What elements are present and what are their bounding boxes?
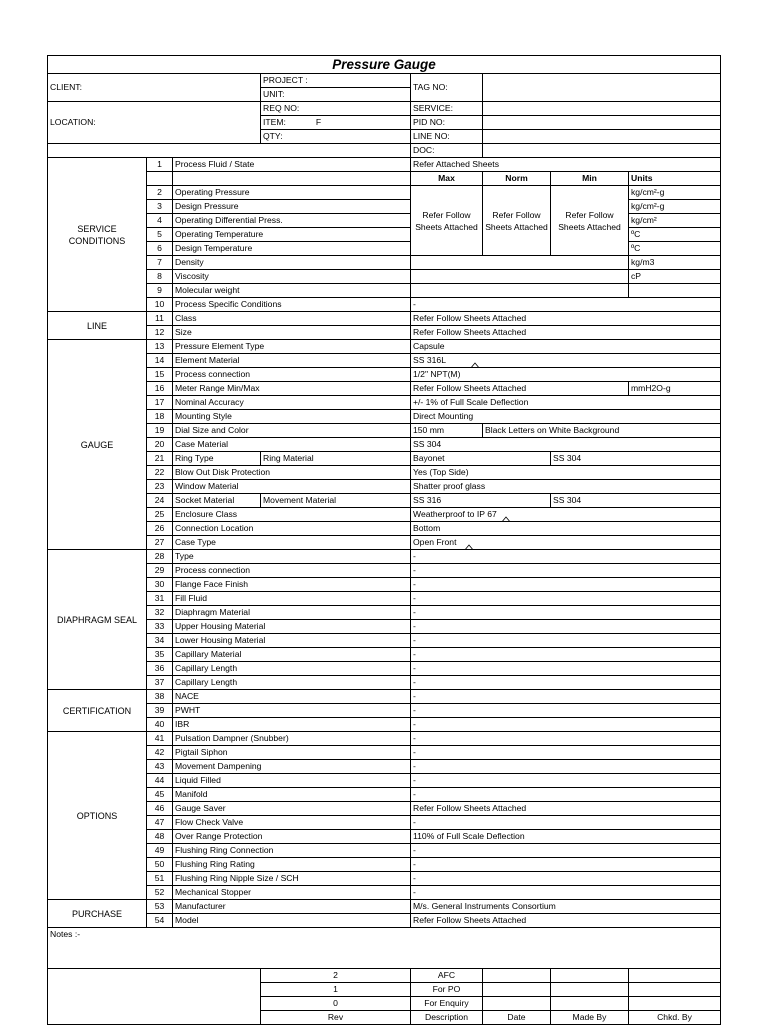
row-value: Weatherproof to IP 67 <box>411 508 721 522</box>
row-label: Pigtail Siphon <box>173 746 411 760</box>
row-label: Upper Housing Material <box>173 620 411 634</box>
rev-number: 1 <box>261 983 411 997</box>
row-label: Over Range Protection <box>173 830 411 844</box>
row-value: - <box>411 718 721 732</box>
row-label: Capillary Length <box>173 676 411 690</box>
table-row <box>48 354 721 368</box>
row-label: Diaphragm Material <box>173 606 411 620</box>
table-row <box>48 298 721 312</box>
row-number: 47 <box>147 816 173 830</box>
row-number: 12 <box>147 326 173 340</box>
row-number: 39 <box>147 704 173 718</box>
row-number: 40 <box>147 718 173 732</box>
row-value: - <box>411 872 721 886</box>
row-number: 48 <box>147 830 173 844</box>
row-number: 3 <box>147 200 173 214</box>
table-row <box>48 844 721 858</box>
col-units: Units <box>629 172 721 186</box>
rev-date <box>483 983 551 997</box>
section-line: LINE <box>48 312 147 340</box>
section-certification: CERTIFICATION <box>48 690 147 732</box>
row-value: Open Front <box>411 536 721 550</box>
row-number: 23 <box>147 480 173 494</box>
row-label: Pulsation Dampner (Snubber) <box>173 732 411 746</box>
row-number: 43 <box>147 760 173 774</box>
row-value: M/s. General Instruments Consortium <box>411 900 721 914</box>
row-number: 42 <box>147 746 173 760</box>
rev-number: 2 <box>261 969 411 983</box>
table-row <box>48 410 721 424</box>
row-label: Size <box>173 326 411 340</box>
unit-value: cP <box>629 270 721 284</box>
row-label: Capillary Length <box>173 662 411 676</box>
doc-spacer <box>48 144 411 158</box>
row-value: - <box>411 858 721 872</box>
min-value: Refer Follow Sheets Attached <box>551 186 629 256</box>
norm-value: Refer Follow Sheets Attached <box>483 186 551 256</box>
table-row <box>48 564 721 578</box>
row-label: Class <box>173 312 411 326</box>
table-row <box>48 494 721 508</box>
row-value: - <box>411 550 721 564</box>
row-label: Liquid Filled <box>173 774 411 788</box>
rev-head-made: Made By <box>551 1011 629 1025</box>
row-number: 37 <box>147 676 173 690</box>
table-row <box>48 466 721 480</box>
table-row <box>48 760 721 774</box>
revision-triangle-icon <box>458 544 480 550</box>
row-number: 36 <box>147 662 173 676</box>
row-value: Bayonet <box>411 452 551 466</box>
row-value: - <box>411 788 721 802</box>
row-number: 7 <box>147 256 173 270</box>
row-value: - <box>411 704 721 718</box>
rev-description: For PO <box>411 983 483 997</box>
row-value: Capsule <box>411 340 721 354</box>
revision-blank <box>48 969 261 1025</box>
row-label: Ring Type <box>173 452 261 466</box>
unit-value: kg/cm²-g <box>629 200 721 214</box>
item-label: ITEM: <box>263 117 286 127</box>
row-value: - <box>411 662 721 676</box>
section-diaphragm: DIAPHRAGM SEAL <box>48 550 147 690</box>
rev-head-desc: Description <box>411 1011 483 1025</box>
table-row <box>48 508 721 522</box>
row-number: 2 <box>147 186 173 200</box>
unit-label: UNIT: <box>261 88 411 102</box>
row-value: - <box>411 634 721 648</box>
max-value: Refer Follow Sheets Attached <box>411 186 483 256</box>
col-max: Max <box>411 172 483 186</box>
row-label: Flushing Ring Connection <box>173 844 411 858</box>
rev-head-chkd: Chkd. By <box>629 1011 721 1025</box>
unit-value: kg/m3 <box>629 256 721 270</box>
row-number: 30 <box>147 578 173 592</box>
row-number: 6 <box>147 242 173 256</box>
rev-number: 0 <box>261 997 411 1011</box>
row-label: Enclosure Class <box>173 508 411 522</box>
tag-value <box>483 74 721 102</box>
row-value: 150 mm <box>411 424 483 438</box>
table-row <box>48 284 721 298</box>
row-label: Flushing Ring Nipple Size / SCH <box>173 872 411 886</box>
rev-chkd <box>629 997 721 1011</box>
row-label: Process connection <box>173 368 411 382</box>
table-row <box>48 550 721 564</box>
row-value: Shatter proof glass <box>411 480 721 494</box>
rev-description: AFC <box>411 969 483 983</box>
row-number: 22 <box>147 466 173 480</box>
row-value: - <box>411 606 721 620</box>
row-number: 26 <box>147 522 173 536</box>
row-value: - <box>411 816 721 830</box>
row-value: Bottom <box>411 522 721 536</box>
rev-chkd <box>629 983 721 997</box>
section-options: OPTIONS <box>48 732 147 900</box>
row-number: 32 <box>147 606 173 620</box>
row-value: Direct Mounting <box>411 410 721 424</box>
row-extra: SS 304 <box>551 452 721 466</box>
notes: Notes :- <box>48 928 721 969</box>
row-value: - <box>411 886 721 900</box>
pid-value <box>483 116 721 130</box>
row-number: 35 <box>147 648 173 662</box>
row-number: 25 <box>147 508 173 522</box>
row-value: - <box>411 648 721 662</box>
row-value: - <box>411 578 721 592</box>
line-no-label: LINE NO: <box>411 130 483 144</box>
row-label: Molecular weight <box>173 284 411 298</box>
row-number: 52 <box>147 886 173 900</box>
table-row <box>48 774 721 788</box>
qty-label: QTY: <box>261 130 411 144</box>
row-label: NACE <box>173 690 411 704</box>
table-row <box>48 914 721 928</box>
row-number: 46 <box>147 802 173 816</box>
table-row <box>48 648 721 662</box>
row-label: Process connection <box>173 564 411 578</box>
table-row <box>48 256 721 270</box>
col-norm: Norm <box>483 172 551 186</box>
row-number: 10 <box>147 298 173 312</box>
row-value: - <box>411 760 721 774</box>
row-number: 27 <box>147 536 173 550</box>
row-label: Density <box>173 256 411 270</box>
table-row <box>48 886 721 900</box>
pid-label: PID NO: <box>411 116 483 130</box>
service-label: SERVICE: <box>411 102 483 116</box>
row-number: 44 <box>147 774 173 788</box>
table-row <box>48 802 721 816</box>
row-number: 51 <box>147 872 173 886</box>
row-number: 34 <box>147 634 173 648</box>
value-empty <box>411 284 629 298</box>
row-label: Nominal Accuracy <box>173 396 411 410</box>
row-label: Operating Temperature <box>173 228 411 242</box>
doc-value <box>483 144 721 158</box>
row-number: 13 <box>147 340 173 354</box>
row-number: 9 <box>147 284 173 298</box>
row-value: Refer Follow Sheets Attached <box>411 326 721 340</box>
row-label: Manufacturer <box>173 900 411 914</box>
section-gauge: GAUGE <box>48 340 147 550</box>
revision-triangle-icon <box>495 516 517 522</box>
revision-triangle-icon <box>464 362 486 368</box>
tag-label: TAG NO: <box>411 74 483 102</box>
table-row <box>48 578 721 592</box>
row-label: Operating Pressure <box>173 186 411 200</box>
service-value <box>483 102 721 116</box>
row-number: 18 <box>147 410 173 424</box>
table-row <box>48 816 721 830</box>
rev-date <box>483 969 551 983</box>
row-label: Case Type <box>173 536 411 550</box>
client-label: CLIENT: <box>48 74 261 102</box>
row-label: Pressure Element Type <box>173 340 411 354</box>
row-sublabel: Movement Material <box>261 494 411 508</box>
table-row <box>48 858 721 872</box>
row-label: Flow Check Valve <box>173 816 411 830</box>
row-label: Operating Differential Press. <box>173 214 411 228</box>
row-label: Gauge Saver <box>173 802 411 816</box>
table-row <box>48 788 721 802</box>
row-label: Manifold <box>173 788 411 802</box>
row-number: 24 <box>147 494 173 508</box>
row-number: 45 <box>147 788 173 802</box>
table-row <box>48 424 721 438</box>
page-title: Pressure Gauge <box>48 56 721 74</box>
row-value: - <box>411 690 721 704</box>
row-label: Viscosity <box>173 270 411 284</box>
row-number: 11 <box>147 312 173 326</box>
row-value: - <box>411 564 721 578</box>
row-value: Refer Follow Sheets Attached <box>411 914 721 928</box>
rev-date <box>483 997 551 1011</box>
table-row <box>48 732 721 746</box>
rev-made <box>551 983 629 997</box>
row-number: 17 <box>147 396 173 410</box>
row-label: Blow Out Disk Protection <box>173 466 411 480</box>
row-extra: mmH2O-g <box>629 382 721 396</box>
row-value: +/- 1% of Full Scale Deflection <box>411 396 721 410</box>
row-label: Socket Material <box>173 494 261 508</box>
table-row <box>48 746 721 760</box>
row-number: 16 <box>147 382 173 396</box>
row-label: Movement Dampening <box>173 760 411 774</box>
table-row <box>48 522 721 536</box>
row-label: Design Pressure <box>173 200 411 214</box>
table-row <box>48 606 721 620</box>
row-number: 53 <box>147 900 173 914</box>
row-extra: Black Letters on White Background <box>483 424 721 438</box>
item-value: F <box>315 117 322 127</box>
row-label: Flushing Ring Rating <box>173 858 411 872</box>
rev-head-date: Date <box>483 1011 551 1025</box>
item-field <box>261 116 411 130</box>
table-row <box>48 900 721 914</box>
row-label: IBR <box>173 718 411 732</box>
row-label: Model <box>173 914 411 928</box>
row-number: 15 <box>147 368 173 382</box>
row-label: Case Material <box>173 438 411 452</box>
row-number: 1 <box>147 158 173 172</box>
row-label: Meter Range Min/Max <box>173 382 411 396</box>
value-empty <box>411 256 629 270</box>
row-label: Type <box>173 550 411 564</box>
row-number: 29 <box>147 564 173 578</box>
row-value: - <box>411 746 721 760</box>
unit-value: ºC <box>629 228 721 242</box>
table-row <box>48 326 721 340</box>
row-value: Yes (Top Side) <box>411 466 721 480</box>
row-label: Fill Fluid <box>173 592 411 606</box>
blank-num <box>147 172 173 186</box>
table-row <box>48 270 721 284</box>
row-label: Design Temperature <box>173 242 411 256</box>
row-number: 38 <box>147 690 173 704</box>
table-row <box>48 634 721 648</box>
row-number: 41 <box>147 732 173 746</box>
rev-description: For Enquiry <box>411 997 483 1011</box>
table-row <box>48 536 721 550</box>
unit-value: ºC <box>629 242 721 256</box>
row-value: - <box>411 676 721 690</box>
location-label: LOCATION: <box>48 102 261 144</box>
row-number: 50 <box>147 858 173 872</box>
row-number: 19 <box>147 424 173 438</box>
rev-made <box>551 997 629 1011</box>
section-purchase: PURCHASE <box>48 900 147 928</box>
row-label: Process Fluid / State <box>173 158 411 172</box>
req-label: REQ NO: <box>261 102 411 116</box>
table-row <box>48 438 721 452</box>
table-row <box>48 396 721 410</box>
row-sublabel: Ring Material <box>261 452 411 466</box>
table-row <box>48 690 721 704</box>
row-value: - <box>411 620 721 634</box>
row-number: 4 <box>147 214 173 228</box>
row-number: 8 <box>147 270 173 284</box>
row-number: 14 <box>147 354 173 368</box>
row-value: Refer Follow Sheets Attached <box>411 802 721 816</box>
row-label: Capillary Material <box>173 648 411 662</box>
datasheet <box>47 55 720 1025</box>
row-label: Mechanical Stopper <box>173 886 411 900</box>
row-label: Mounting Style <box>173 410 411 424</box>
row-label: Lower Housing Material <box>173 634 411 648</box>
row-value: - <box>411 592 721 606</box>
table-row <box>48 340 721 354</box>
table-row <box>48 368 721 382</box>
doc-label: DOC: <box>411 144 483 158</box>
row-number: 49 <box>147 844 173 858</box>
rev-made <box>551 969 629 983</box>
row-value: - <box>411 844 721 858</box>
row-value: SS 316 <box>411 494 551 508</box>
unit-value <box>629 284 721 298</box>
row-number: 31 <box>147 592 173 606</box>
row-value: - <box>411 298 721 312</box>
row-value: 110% of Full Scale Deflection <box>411 830 721 844</box>
row-value: SS 304 <box>411 438 721 452</box>
row-number: 5 <box>147 228 173 242</box>
row-number: 21 <box>147 452 173 466</box>
row-value: - <box>411 732 721 746</box>
unit-value: kg/cm² <box>629 214 721 228</box>
table-row <box>48 620 721 634</box>
table-row <box>48 158 721 172</box>
row-value: Refer Follow Sheets Attached <box>411 382 629 396</box>
table-row <box>48 704 721 718</box>
table-row <box>48 872 721 886</box>
value-empty <box>411 270 629 284</box>
table-row <box>48 452 721 466</box>
row-number: 33 <box>147 620 173 634</box>
table-row <box>48 186 721 200</box>
table-row <box>48 718 721 732</box>
table-row <box>48 480 721 494</box>
row-value: SS 316L <box>411 354 721 368</box>
row-number: 54 <box>147 914 173 928</box>
row-extra: SS 304 <box>551 494 721 508</box>
datasheet-table <box>47 55 721 1025</box>
row-value: Refer Follow Sheets Attached <box>411 312 721 326</box>
rev-head-rev: Rev <box>261 1011 411 1025</box>
blank-label <box>173 172 411 186</box>
row-value: - <box>411 774 721 788</box>
row-label: Process Specific Conditions <box>173 298 411 312</box>
line-no-value <box>483 130 721 144</box>
row-label: Element Material <box>173 354 411 368</box>
table-row <box>48 662 721 676</box>
row-value: Refer Attached Sheets <box>411 158 721 172</box>
row-label: Dial Size and Color <box>173 424 411 438</box>
row-number: 28 <box>147 550 173 564</box>
row-label: PWHT <box>173 704 411 718</box>
row-label: Window Material <box>173 480 411 494</box>
section-service: SERVICE CONDITIONS <box>48 158 147 312</box>
unit-value: kg/cm²-g <box>629 186 721 200</box>
row-number: 20 <box>147 438 173 452</box>
col-min: Min <box>551 172 629 186</box>
row-label: Connection Location <box>173 522 411 536</box>
table-row <box>48 312 721 326</box>
row-value: 1/2" NPT(M) <box>411 368 721 382</box>
table-row <box>48 830 721 844</box>
row-label: Flange Face Finish <box>173 578 411 592</box>
table-row <box>48 592 721 606</box>
table-row <box>48 382 721 396</box>
rev-chkd <box>629 969 721 983</box>
project-label: PROJECT : <box>261 74 411 88</box>
table-row <box>48 676 721 690</box>
